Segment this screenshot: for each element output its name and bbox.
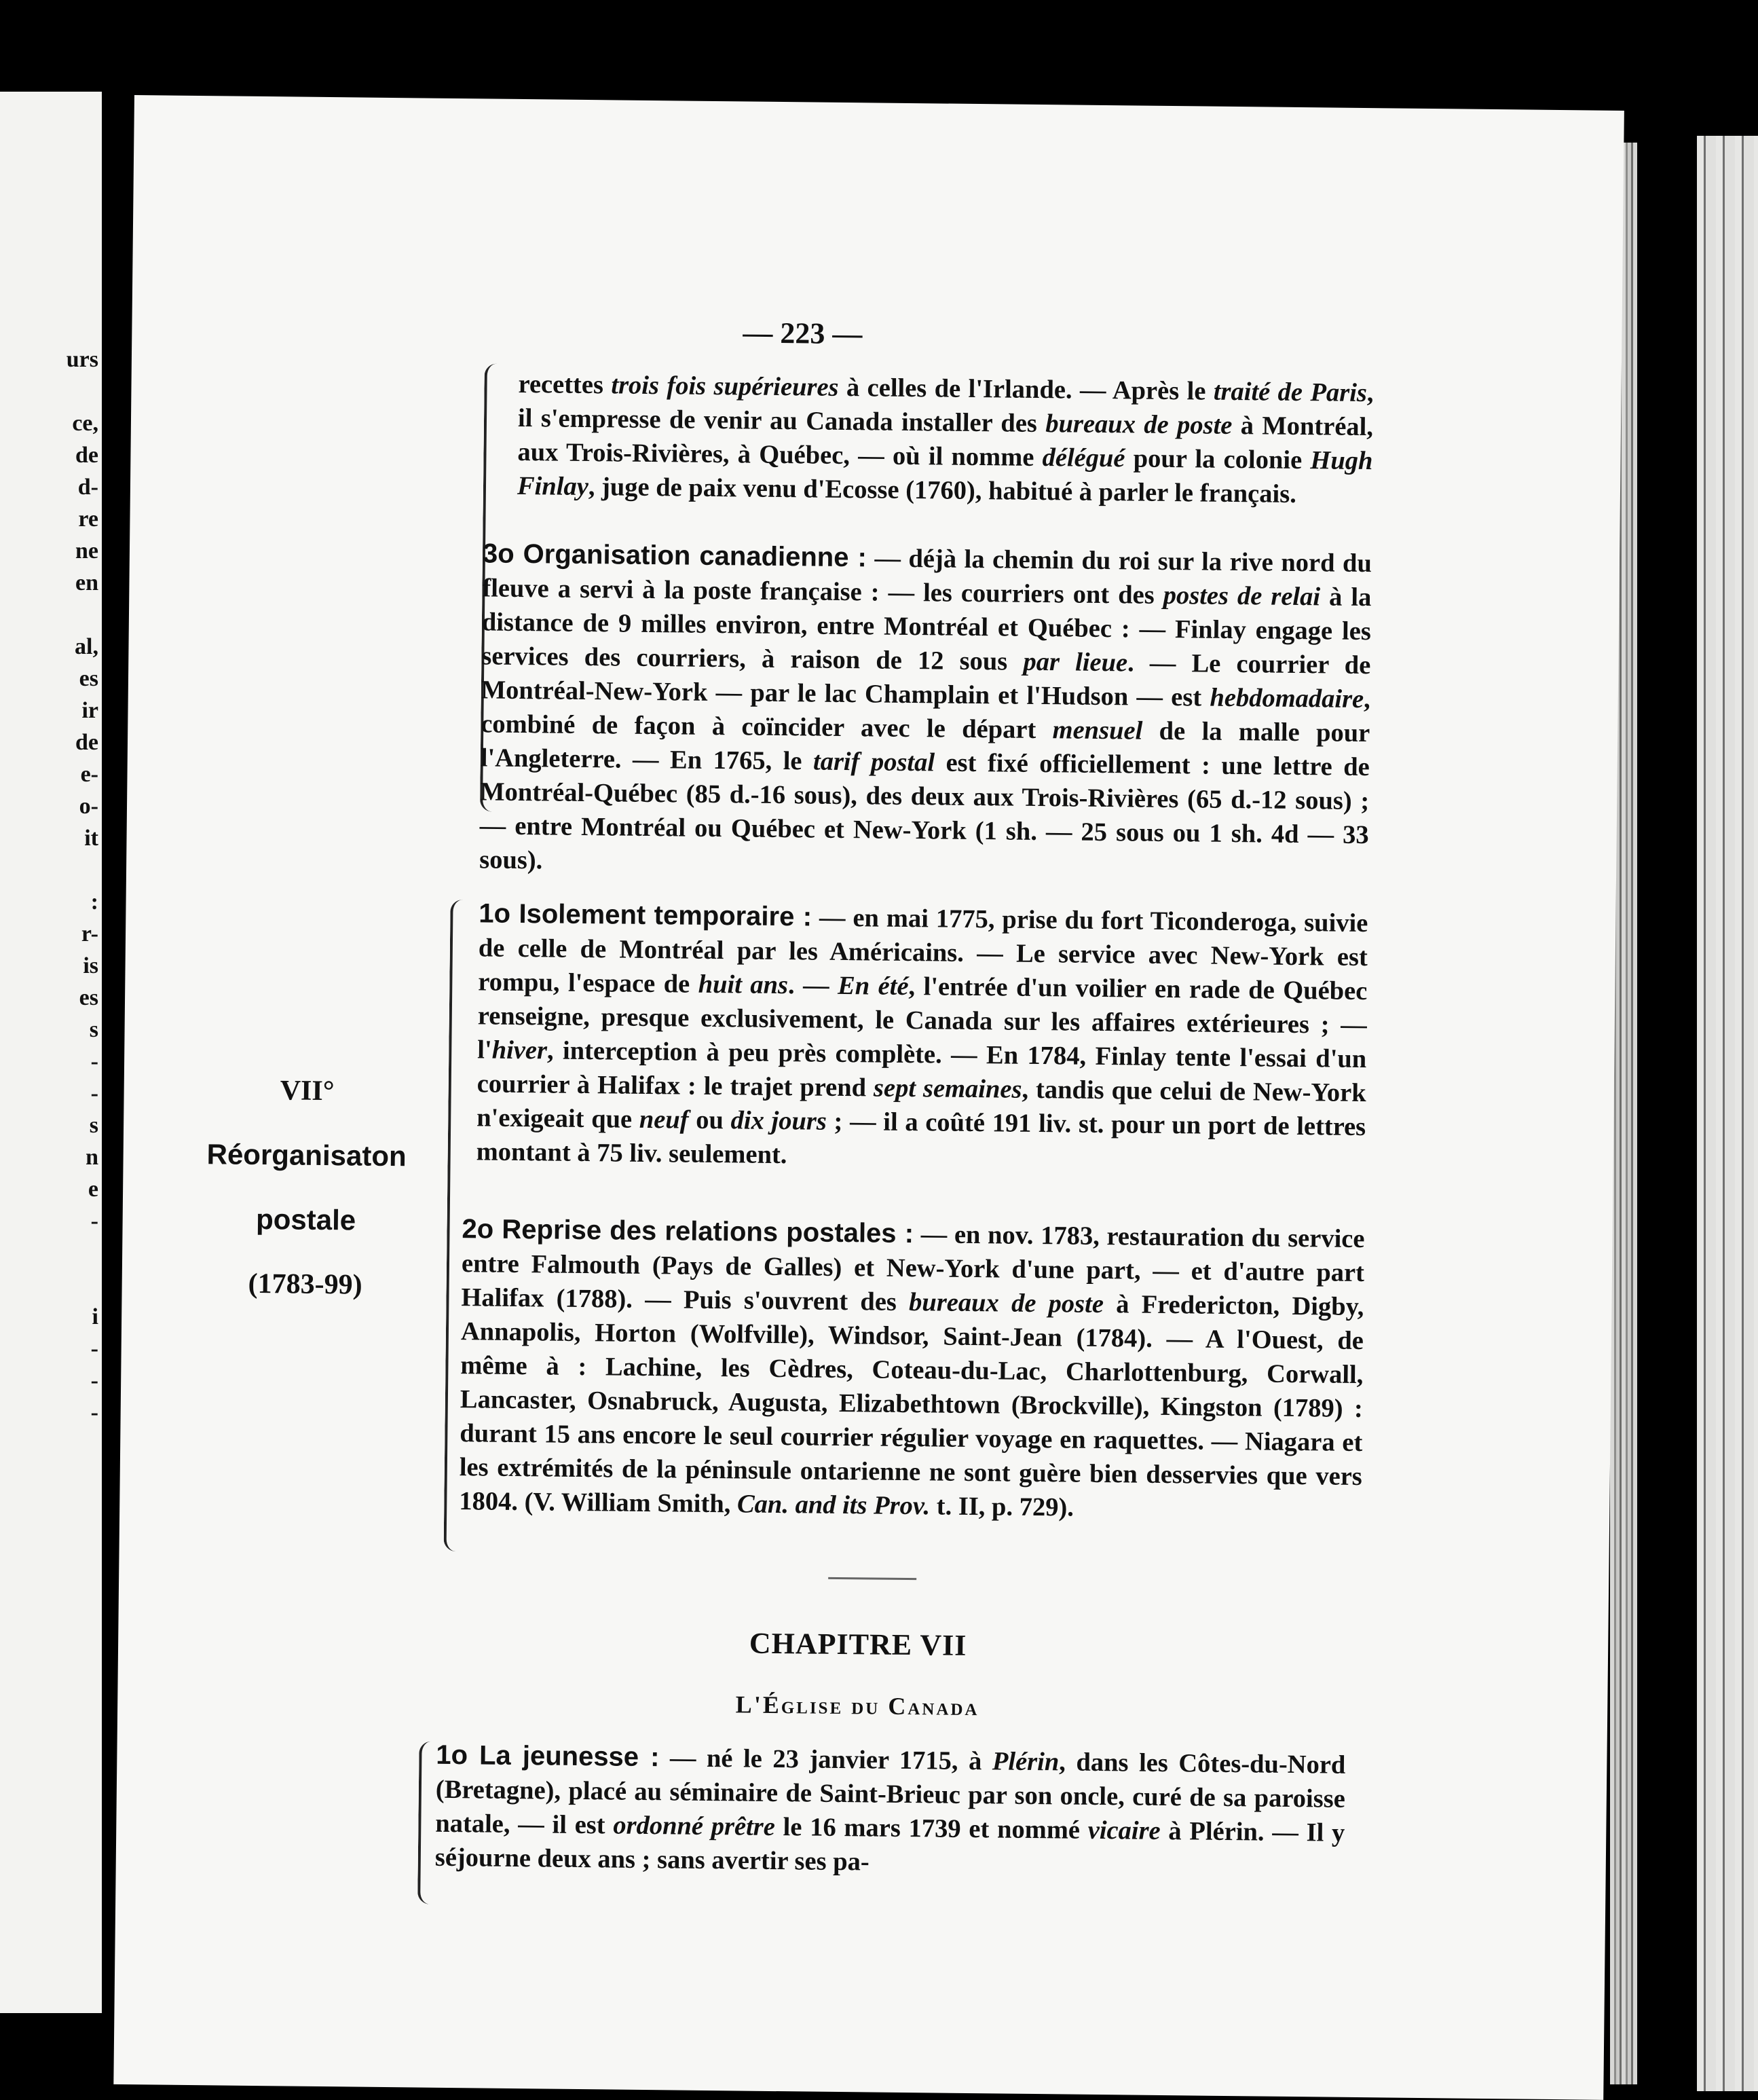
body-text: , dans les Côtes-du-Nord (Bretagne), placé au séminaire de Saint-Brieuc par son oncle, curé de sa paroisse natale, — il est <box>435 1748 1346 1840</box>
chapter-title: CHAPITRE VII <box>749 1626 967 1662</box>
body-text: à Plérin. — Il y séjourne deux ans ; sans avertir ses pa- <box>434 1816 1345 1877</box>
body-text: . — Le courrier de Montréal-New-York — par le lac Champlain et l'Hudson — est <box>481 648 1371 712</box>
body-text: , il s'empresse de venir au Canada installer des <box>517 379 1374 439</box>
body-text: à Fredericton, Digby, Annapolis, Horton (Wolfville), Windsor, Saint-Jean (1784). — A l'Ouest, de même à : Lachine, les Cèdres, Coteau-du-Lac, Charlottenburg, Corwall, Lancaster, Osnabruck, Augusta, Elizabethtown (Brockville), Kingston (1789) : durant 15 ans encore le seul courrier régulier voyage en raquettes. — Niagara et les extrémités de la péninsule ontarienne ne sont guère bien desservies que vers 1804. (V. William Smith, <box>459 1290 1364 1519</box>
left-page-word-fragment: al, <box>75 634 98 659</box>
italic-text: vicaire <box>1087 1816 1161 1845</box>
margin-bracket <box>417 1742 436 1904</box>
paragraph-isolement <box>476 896 1368 1178</box>
left-page-word-fragment: e <box>88 1177 98 1202</box>
body-text: le 16 mars 1739 et nommé <box>774 1813 1088 1845</box>
left-page-word-fragment: - <box>90 1209 98 1234</box>
left-page-word-fragment: s <box>89 1017 98 1042</box>
italic-text: hiver <box>491 1035 548 1065</box>
body-text: à la distance de 9 milles environ, entre Montréal et Québec : — Finlay engage les services des courriers, à raison de 12 sous <box>481 583 1372 676</box>
paragraph-reprise <box>459 1212 1365 1528</box>
italic-text: mensuel <box>1052 716 1143 745</box>
chapter-subtitle: L'Église du Canada <box>735 1691 979 1721</box>
body-text: de la malle pour l'Angleterre. — En 1765, le <box>480 716 1370 776</box>
body-text: t. II, p. 729). <box>929 1492 1074 1522</box>
body-text: , tandis que celui de New-York n'exigeait que <box>476 1075 1366 1134</box>
left-page-word-fragment: ce, <box>72 411 98 436</box>
italic-text: hebdomadaire <box>1210 683 1364 714</box>
italic-text: traité de Paris <box>1213 377 1368 408</box>
left-page-word-fragment: is <box>83 953 98 978</box>
sidenote-title: Réorganisaton <box>206 1138 407 1173</box>
sidenote-title: postale <box>255 1202 356 1236</box>
paragraph-heading: 1o La jeunesse : <box>436 1739 660 1773</box>
left-page-word-fragment: o- <box>79 794 98 819</box>
italic-text: Hugh Finlay <box>517 446 1373 502</box>
left-page-word-fragment: n <box>86 1145 98 1170</box>
body-text: à Montréal, aux Trois-Rivières, à Québec, — où il nomme <box>517 411 1374 473</box>
italic-text: Can. and its Prov. <box>736 1490 931 1521</box>
body-text: — né le 23 janvier 1715, à <box>669 1744 993 1776</box>
body-text: à celles de l'Irlande. — Après le <box>838 373 1214 406</box>
italic-text: par lieue <box>1023 647 1128 678</box>
page-number: — 223 — <box>743 316 863 351</box>
paragraph-organisation <box>479 536 1372 886</box>
sidenote-number: VII° <box>280 1075 335 1107</box>
body-text: . — <box>787 971 838 1000</box>
left-page-word-fragment: r- <box>81 921 98 946</box>
italic-text: neuf <box>639 1105 689 1135</box>
left-page-word-fragment: e- <box>80 762 98 787</box>
paragraph-jeunesse <box>435 1738 1346 1884</box>
body-text: pour la colonie <box>1125 444 1311 475</box>
left-page-word-fragment: es <box>79 666 98 691</box>
body-text: est fixé officiellement : une lettre de Montréal-Québec (85 d.-16 sous), des deux aux Trois-Rivières (65 d.-12 sous) ; — entre Montréal ou Québec et New-York (1 sh. — 25 sous ou 1 sh. 4d — 33 sous). <box>479 748 1370 875</box>
body-text: — en mai 1775, prise du fort Ticonderoga, suivie de celle de Montréal par les Américains. — Le service avec New-York est rompu, l'espace de <box>478 903 1368 999</box>
italic-text: Plérin <box>992 1747 1060 1777</box>
body-text: , combiné de façon à coïncider avec le départ <box>481 685 1370 745</box>
left-page-word-fragment: s <box>89 1113 98 1138</box>
paragraph-heading: 3o Organisation canadienne : <box>482 538 867 573</box>
left-page-word-fragment: i <box>92 1304 98 1329</box>
section-separator <box>828 1577 916 1580</box>
paragraph-finlay <box>517 367 1374 512</box>
italic-text: sept semaines <box>873 1073 1022 1104</box>
italic-text: tarif postal <box>812 747 935 777</box>
left-page-word-fragment: ir <box>81 698 98 723</box>
italic-text: trois fois supérieures <box>611 371 839 402</box>
left-page-word-fragment: - <box>90 1081 98 1106</box>
italic-text: ordonné prêtre <box>613 1811 776 1842</box>
book-page <box>113 95 1624 2100</box>
sidenote-dates: (1783-99) <box>248 1268 362 1301</box>
left-page-word-fragment: re <box>78 506 98 532</box>
left-page-word-fragment: d- <box>77 475 98 500</box>
left-page-word-fragment: - <box>90 1400 98 1425</box>
book-edge <box>1697 136 1758 2091</box>
italic-text: bureaux de poste <box>1045 409 1233 440</box>
left-page-word-fragment: - <box>90 1368 98 1393</box>
body-text: — déjà la chemin du roi sur la rive nord du fleuve a servi à la poste française : — les courriers ont des <box>482 544 1372 610</box>
italic-text: dix jours <box>730 1106 827 1136</box>
italic-text: En été <box>837 971 909 1001</box>
paragraph-heading: 1o Isolement temporaire : <box>479 898 812 932</box>
left-page-word-fragment: es <box>79 985 98 1010</box>
body-text: , l'entrée d'un voilier en rade de Québec renseigne, presque exclusivement, le Canada sur les affaires extérieures ; — l' <box>477 972 1368 1065</box>
paragraph-heading: 2o Reprise des relations postales : <box>462 1214 914 1249</box>
italic-text: postes de relai <box>1163 581 1321 612</box>
left-page-word-fragment: urs <box>66 347 98 372</box>
body-text: — en nov. 1783, restauration du service entre Falmouth (Pays de Galles) et New-York d'une part, — et d'autre part Halifax (1788). — Puis s'ouvrent des <box>461 1220 1365 1317</box>
body-text: , interception à peu près complète. — En 1784, Finlay tente l'essai d'un courrier à Halifax : le trajet prend <box>476 1036 1367 1103</box>
left-page-word-fragment: en <box>75 570 98 595</box>
left-page-word-fragment: it <box>84 826 98 851</box>
italic-text: huit ans <box>698 970 789 1000</box>
left-page-word-fragment: de <box>75 730 98 755</box>
left-page-word-fragment: ne <box>75 538 98 564</box>
body-text: recettes <box>518 369 612 400</box>
body-text: , juge de paix venu d'Ecosse (1760), habitué à parler le français. <box>588 473 1297 509</box>
left-page-word-fragment: : <box>90 889 98 915</box>
left-page-word-fragment: - <box>90 1336 98 1361</box>
body-text: ; — il a coûté 191 liv. st. pour un port de lettres montant à 75 liv. seulement. <box>476 1107 1366 1170</box>
left-page-word-fragment: - <box>90 1049 98 1074</box>
italic-text: bureaux de poste <box>908 1288 1104 1319</box>
italic-text: délégué <box>1042 443 1125 473</box>
body-text: ou <box>688 1105 731 1135</box>
left-page-word-fragment: de <box>75 443 98 468</box>
